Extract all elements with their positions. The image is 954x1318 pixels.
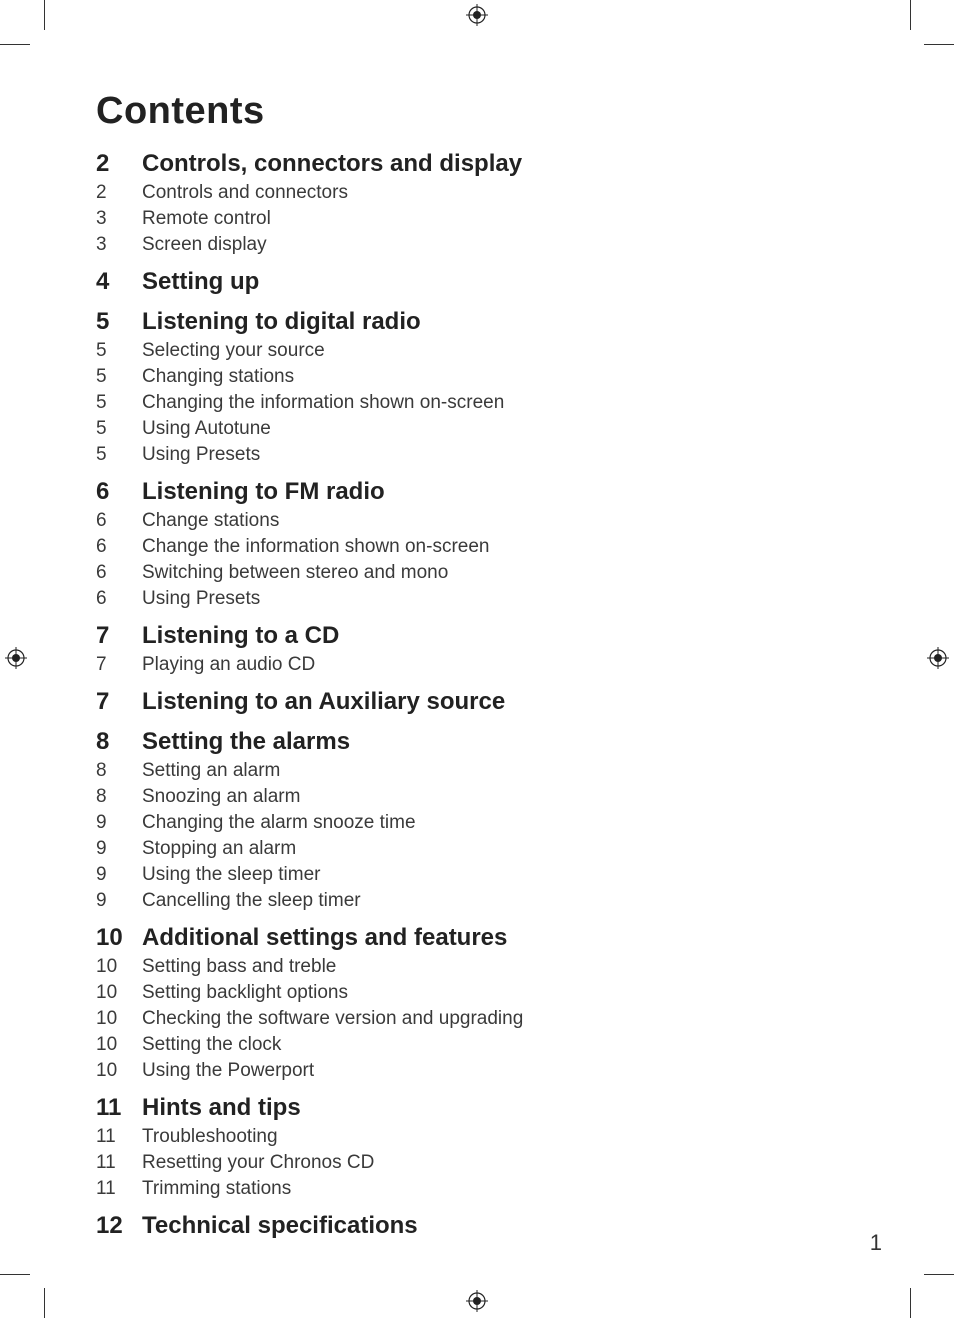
toc-entry-title: Controls and connectors	[142, 182, 348, 203]
toc-entry-page: 5	[96, 418, 107, 439]
toc-entry-page: 9	[96, 864, 107, 885]
toc-section-heading[interactable]	[96, 148, 796, 180]
crop-mark-bottom-right-v	[910, 1288, 911, 1318]
toc-entry-title: Using Presets	[142, 588, 261, 609]
toc-entry-page: 10	[96, 982, 118, 1003]
toc-entry[interactable]	[96, 862, 796, 888]
toc-entry[interactable]	[96, 560, 796, 586]
page-number: 1	[869, 1230, 882, 1255]
toc-entry[interactable]	[96, 232, 796, 258]
toc-entry[interactable]	[96, 1176, 796, 1202]
toc-section-page: 12	[96, 1212, 123, 1239]
toc-entry[interactable]	[96, 1124, 796, 1150]
toc-entry-page: 8	[96, 760, 107, 781]
toc-entry-page: 6	[96, 562, 107, 583]
toc-section-heading[interactable]	[96, 922, 796, 954]
crop-mark-bottom-left-h	[0, 1274, 30, 1275]
toc-entry[interactable]	[96, 784, 796, 810]
toc-entry[interactable]	[96, 180, 796, 206]
toc-entry-title: Troubleshooting	[142, 1126, 278, 1147]
page-title: Contents	[96, 90, 265, 132]
toc-section-heading[interactable]	[96, 306, 796, 338]
toc-entry[interactable]	[96, 836, 796, 862]
toc-section-heading[interactable]	[96, 1092, 796, 1124]
toc-section-page: 8	[96, 728, 110, 755]
registration-mark-icon	[927, 647, 949, 669]
toc-section-title: Additional settings and features	[142, 924, 508, 951]
toc-entry-page: 9	[96, 812, 107, 833]
toc-section	[96, 476, 796, 612]
toc-section-title: Hints and tips	[142, 1094, 301, 1121]
toc-entry[interactable]	[96, 586, 796, 612]
toc-section-page: 7	[96, 688, 110, 715]
toc-section-page: 6	[96, 478, 110, 505]
toc-entry-title: Snoozing an alarm	[142, 786, 301, 807]
crop-mark-bottom-left-v	[44, 1288, 45, 1318]
toc-section-title: Setting the alarms	[142, 728, 351, 755]
toc-section-heading[interactable]	[96, 1210, 796, 1242]
toc-entry[interactable]	[96, 206, 796, 232]
toc-entry-page: 6	[96, 536, 107, 557]
toc-entry-page: 10	[96, 1060, 118, 1081]
toc-section-heading[interactable]	[96, 266, 796, 298]
toc-section-page: 10	[96, 924, 123, 951]
toc-entry-title: Changing the information shown on-screen	[142, 392, 505, 413]
toc-entry-title: Screen display	[142, 234, 267, 255]
toc-entry-title: Change stations	[142, 510, 280, 531]
toc-entry-title: Setting backlight options	[142, 982, 348, 1003]
toc-entry[interactable]	[96, 338, 796, 364]
toc-entry-title: Checking the software version and upgrading	[142, 1008, 524, 1029]
toc-entry-page: 10	[96, 1034, 118, 1055]
toc-entry-title: Trimming stations	[142, 1178, 292, 1199]
toc-entry-page: 3	[96, 234, 107, 255]
toc-section	[96, 620, 796, 678]
toc-entry[interactable]	[96, 508, 796, 534]
registration-mark-icon	[466, 1290, 488, 1312]
toc-entry-page: 5	[96, 444, 107, 465]
toc-entry[interactable]	[96, 1006, 796, 1032]
toc-entry-title: Changing the alarm snooze time	[142, 812, 416, 833]
toc-section-title: Listening to a CD	[142, 622, 340, 649]
toc-entry-title: Using Autotune	[142, 418, 271, 439]
toc-section	[96, 266, 796, 298]
toc-section-title: Listening to digital radio	[142, 308, 421, 335]
crop-mark-top-left-v	[44, 0, 45, 30]
toc-entry-title: Playing an audio CD	[142, 654, 316, 675]
toc-entry[interactable]	[96, 364, 796, 390]
toc-section-title: Technical specifications	[142, 1212, 418, 1239]
toc-entry-title: Change the information shown on-screen	[142, 536, 490, 557]
toc-section-page: 2	[96, 150, 110, 177]
toc-entry[interactable]	[96, 1032, 796, 1058]
toc-entry-title: Changing stations	[142, 366, 295, 387]
toc-entry-title: Setting bass and treble	[142, 956, 337, 977]
toc-entry-title: Cancelling the sleep timer	[142, 890, 361, 911]
toc-entry-title: Using the sleep timer	[142, 864, 321, 885]
toc-entry-page: 2	[96, 182, 107, 203]
toc-section	[96, 148, 796, 258]
toc-entry-title: Setting the clock	[142, 1034, 282, 1055]
toc-entry[interactable]	[96, 652, 796, 678]
toc-section-page: 11	[96, 1094, 122, 1121]
toc-entry-page: 5	[96, 340, 107, 361]
toc-section	[96, 1092, 796, 1202]
toc-entry-page: 8	[96, 786, 107, 807]
toc-section-heading[interactable]	[96, 686, 796, 718]
toc-entry-page: 6	[96, 510, 107, 531]
toc-section-page: 4	[96, 268, 110, 295]
toc-entry[interactable]	[96, 980, 796, 1006]
toc-entry[interactable]	[96, 442, 796, 468]
toc-section-title: Setting up	[142, 268, 260, 295]
registration-mark-icon	[466, 4, 488, 26]
toc-section-title: Controls, connectors and display	[142, 150, 523, 177]
toc-entry[interactable]	[96, 390, 796, 416]
toc-entry[interactable]	[96, 954, 796, 980]
toc-entry-page: 5	[96, 392, 107, 413]
toc-section	[96, 922, 796, 1084]
toc-entry-page: 10	[96, 956, 118, 977]
crop-mark-top-right-v	[910, 0, 911, 30]
toc-section	[96, 686, 796, 718]
toc-entry[interactable]	[96, 888, 796, 914]
toc-section	[96, 306, 796, 468]
toc-entry[interactable]	[96, 1058, 796, 1084]
toc-entry-page: 9	[96, 890, 107, 911]
toc-entry-title: Using Presets	[142, 444, 261, 465]
toc-entry-page: 7	[96, 654, 107, 675]
toc-entry-page: 10	[96, 1008, 118, 1029]
toc-entry[interactable]	[96, 1150, 796, 1176]
toc-entry-page: 11	[96, 1126, 116, 1147]
toc-section-heading[interactable]	[96, 476, 796, 508]
toc-entry[interactable]	[96, 416, 796, 442]
toc-entry[interactable]	[96, 810, 796, 836]
toc-entry-page: 9	[96, 838, 107, 859]
toc-entry-title: Remote control	[142, 208, 271, 229]
toc-entry-title: Resetting your Chronos CD	[142, 1152, 375, 1173]
toc-section-heading[interactable]	[96, 726, 796, 758]
toc-entry-page: 6	[96, 588, 107, 609]
toc-entry-page: 11	[96, 1178, 116, 1199]
toc-entry-title: Setting an alarm	[142, 760, 281, 781]
toc-section-title: Listening to FM radio	[142, 478, 385, 505]
crop-mark-top-right-h	[924, 44, 954, 45]
toc-section-heading[interactable]	[96, 620, 796, 652]
crop-mark-top-left-h	[0, 44, 30, 45]
registration-mark-icon	[5, 647, 27, 669]
toc-section-page: 7	[96, 622, 110, 649]
toc-entry-page: 11	[96, 1152, 116, 1173]
toc-entry-title: Selecting your source	[142, 340, 325, 361]
toc-section-title: Listening to an Auxiliary source	[142, 688, 506, 715]
toc-section	[96, 726, 796, 914]
toc-entry-title: Switching between stereo and mono	[142, 562, 449, 583]
table-of-contents	[96, 148, 796, 1250]
toc-entry-page: 5	[96, 366, 107, 387]
toc-entry[interactable]	[96, 758, 796, 784]
toc-entry-title: Using the Powerport	[142, 1060, 315, 1081]
toc-section-page: 5	[96, 308, 110, 335]
toc-entry-title: Stopping an alarm	[142, 838, 297, 859]
toc-section	[96, 1210, 796, 1242]
crop-mark-bottom-right-h	[924, 1274, 954, 1275]
toc-entry[interactable]	[96, 534, 796, 560]
toc-entry-page: 3	[96, 208, 107, 229]
